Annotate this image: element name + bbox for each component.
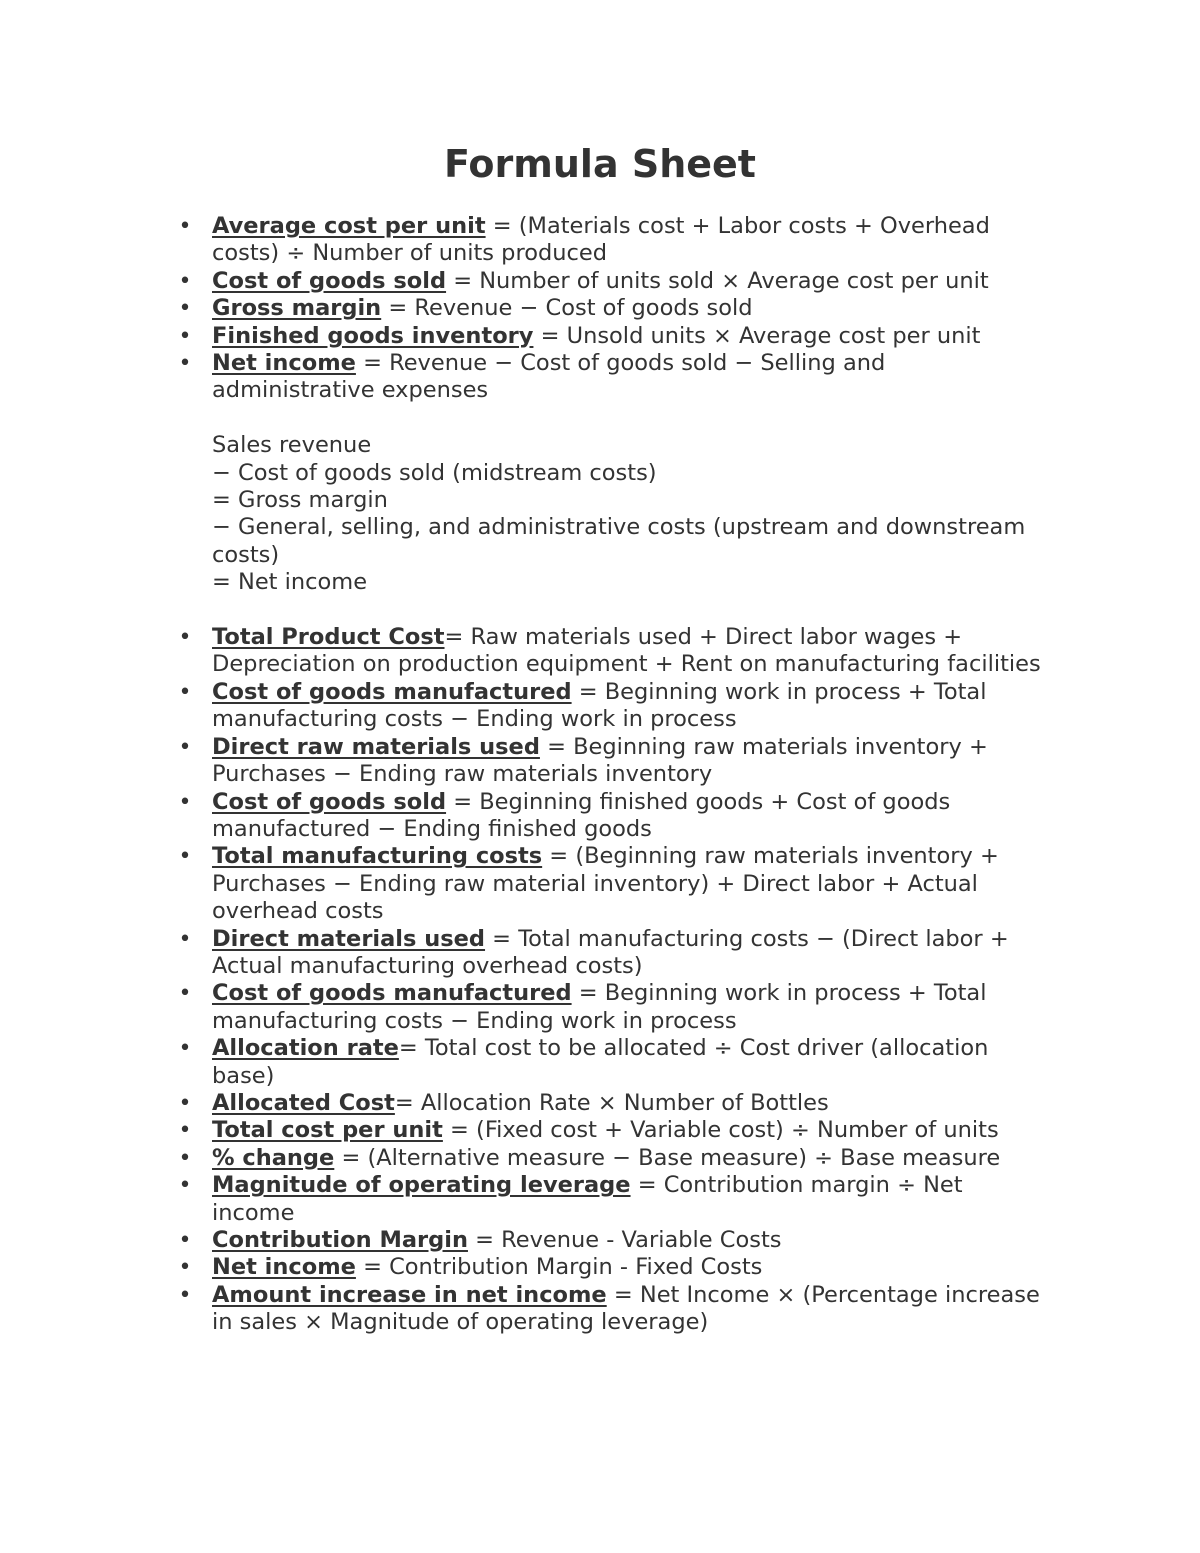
- formula-definition: = Beginning raw materials inventory + Purchases − Ending raw materials inventory: [212, 733, 988, 788]
- bullet-icon: •: [178, 268, 192, 294]
- bullet-icon: •: [178, 1173, 192, 1199]
- formula-definition: = Allocation Rate × Number of Bottles: [394, 1089, 829, 1116]
- formula-term: Cost of goods manufactured: [212, 678, 572, 705]
- bullet-icon: •: [178, 1228, 192, 1253]
- statement-line: − Cost of goods sold (midstream costs): [212, 459, 657, 486]
- formula-term: % change: [212, 1144, 335, 1171]
- income-statement: [212, 432, 1052, 596]
- formula-term: Gross margin: [212, 295, 382, 322]
- statement-line: = Net income: [212, 569, 368, 596]
- formula-item: [178, 788, 1052, 844]
- formula-term: Direct materials used: [212, 925, 486, 952]
- formula-item: [178, 322, 1052, 350]
- formula-term: Net income: [212, 350, 356, 377]
- formula-item: [178, 213, 1052, 268]
- formula-definition: = Beginning work in process + Total manufacturing costs − Ending work in process: [212, 980, 987, 1034]
- statement-line: = Gross margin: [212, 487, 388, 514]
- formula-term: Amount increase in net income: [212, 1281, 607, 1308]
- formula-item: [178, 1035, 1052, 1090]
- formula-definition: = Raw materials used + Direct labor wages + Depreciation on production equipment + Rent on manufacturing facilities: [212, 624, 1041, 678]
- formula-definition: = Beginning work in process + Total manufacturing costs − Ending work in process: [212, 678, 987, 733]
- formula-item: [178, 733, 1052, 789]
- bullet-icon: •: [178, 323, 192, 349]
- bullet-icon: •: [178, 1282, 192, 1308]
- formula-definition: = Revenue − Cost of goods sold: [381, 295, 753, 322]
- formula-list-1: [178, 213, 1052, 405]
- bullet-icon: •: [178, 789, 192, 815]
- formula-definition: = Net Income × (Percentage increase in sales × Magnitude of operating leverage): [212, 1281, 1040, 1336]
- formula-item: [178, 980, 1052, 1035]
- formula-definition: = (Fixed cost + Variable cost) ÷ Number of units: [442, 1117, 999, 1144]
- formula-definition: = Number of units sold × Average cost per unit: [446, 267, 989, 294]
- formula-list-2: [178, 624, 1052, 1337]
- formula-definition: = (Materials cost + Labor costs + Overhead costs) ÷ Number of units produced: [212, 213, 990, 267]
- formula-definition: = Revenue - Variable Costs: [467, 1227, 782, 1253]
- formula-item: [178, 1172, 1052, 1227]
- formula-term: Contribution Margin: [212, 1227, 468, 1253]
- formula-definition: = Total cost to be allocated ÷ Cost driver (allocation base): [212, 1035, 989, 1089]
- bullet-icon: •: [178, 679, 192, 705]
- formula-item: [178, 267, 1052, 295]
- bullet-icon: •: [178, 351, 192, 377]
- formula-term: Cost of goods manufactured: [212, 980, 572, 1007]
- formula-term: Finished goods inventory: [212, 322, 534, 349]
- formula-item: [178, 678, 1052, 734]
- formula-definition: = (Beginning raw materials inventory + Purchases − Ending raw material inventory) + Direct labor + Actual overhead costs: [212, 843, 999, 925]
- statement-line: Sales revenue: [212, 432, 372, 459]
- bullet-icon: •: [178, 1255, 192, 1281]
- formula-definition: = Total manufacturing costs − (Direct labor + Actual manufacturing overhead costs): [212, 925, 1009, 979]
- spacer: [212, 597, 1052, 624]
- bullet-icon: •: [178, 1090, 192, 1116]
- formula-definition: = (Alternative measure − Base measure) ÷ Base measure: [334, 1144, 1001, 1171]
- formula-term: Total Product Cost: [212, 624, 445, 651]
- formula-item: [178, 1227, 1052, 1254]
- formula-term: Allocated Cost: [212, 1089, 395, 1116]
- formula-item: [178, 1117, 1052, 1144]
- formula-term: Total cost per unit: [212, 1117, 443, 1144]
- formula-item: [178, 1089, 1052, 1117]
- bullet-icon: •: [178, 214, 192, 239]
- bullet-icon: •: [178, 1036, 192, 1062]
- bullet-icon: •: [178, 625, 192, 651]
- bullet-icon: •: [178, 296, 192, 322]
- statement-line: − General, selling, and administrative costs (upstream and downstream costs): [212, 514, 1026, 568]
- formula-definition: = Contribution margin ÷ Net income: [212, 1172, 963, 1226]
- document-body: [178, 213, 1052, 1337]
- formula-definition: = Beginning finished goods + Cost of goods manufactured − Ending finished goods: [212, 788, 951, 842]
- formula-item: [178, 1281, 1052, 1337]
- formula-definition: = Unsold units × Average cost per unit: [533, 322, 981, 349]
- bullet-icon: •: [178, 1118, 192, 1144]
- bullet-icon: •: [178, 734, 192, 760]
- formula-item: [178, 295, 1052, 322]
- bullet-icon: •: [178, 844, 192, 870]
- formula-item: [178, 925, 1052, 981]
- formula-definition: = Revenue − Cost of goods sold − Selling and administrative expenses: [212, 350, 886, 404]
- formula-term: Net income: [212, 1254, 356, 1281]
- formula-term: Average cost per unit: [212, 213, 486, 239]
- formula-term: Direct raw materials used: [212, 733, 540, 760]
- bullet-icon: •: [178, 1145, 192, 1171]
- bullet-icon: •: [178, 926, 192, 952]
- formula-item: [178, 1144, 1052, 1172]
- formula-term: Cost of goods sold: [212, 788, 447, 815]
- formula-item: [178, 624, 1052, 679]
- formula-item: [178, 843, 1052, 925]
- formula-definition: = Contribution Margin - Fixed Costs: [355, 1254, 763, 1281]
- bullet-icon: •: [178, 981, 192, 1007]
- spacer: [212, 405, 1052, 432]
- formula-term: Total manufacturing costs: [212, 843, 543, 870]
- formula-term: Allocation rate: [212, 1035, 399, 1062]
- formula-term: Cost of goods sold: [212, 267, 447, 294]
- formula-item: [178, 1254, 1052, 1281]
- page-title: Formula Sheet: [444, 142, 756, 186]
- formula-term: Magnitude of operating leverage: [212, 1172, 631, 1199]
- formula-item: [178, 350, 1052, 405]
